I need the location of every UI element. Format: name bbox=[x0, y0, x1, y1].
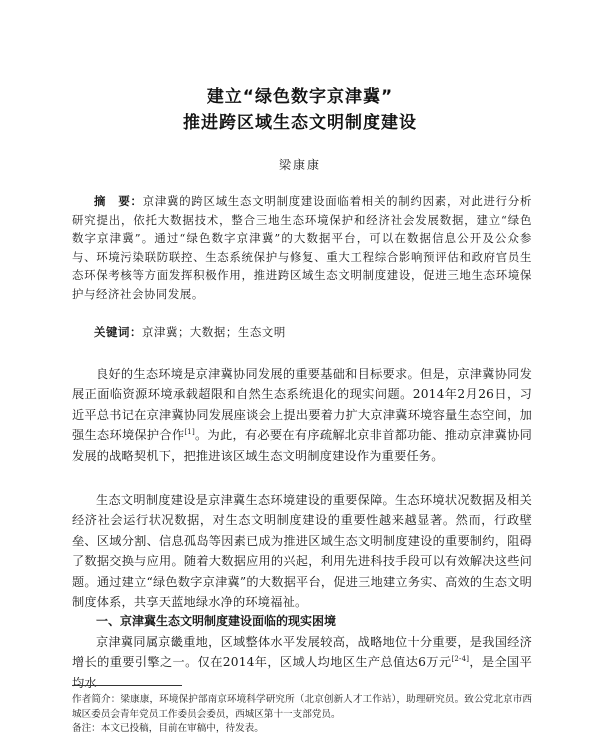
keywords-label: 关键词： bbox=[94, 325, 142, 339]
section-heading-1: 一、京津冀生态文明制度建设面临的现实困境 bbox=[96, 614, 337, 628]
abstract-label: 摘 要： bbox=[94, 194, 143, 208]
citation-ref-1: [1] bbox=[184, 428, 195, 437]
paragraph-1-text: 良好的生态环境是京津冀协同发展的重要基础和目标要求。但是，京津冀协同发展正面临资源环境承载超限和自然生态系统退化的现实问题。2014年2月26日，习近平总书记在京津冀协同发展座谈会上提出要着力扩大京津冀环境容量生态空间，加强生态环境保护合作 bbox=[72, 367, 532, 443]
paragraph-3-text: 京津冀同属京畿重地，区域整体水平发展较高，战略地位十分重要，是我国经济增长的重要引擎之一。仅在2014年，区域人均地区生产总值达6万元 bbox=[72, 635, 532, 670]
author-name: 梁康康 bbox=[278, 158, 321, 172]
footnote-divider bbox=[72, 685, 182, 686]
paragraph-1-text-cont: 。为此，有必要在有序疏解北京非首都功能、推动京津冀协同发展的战略契机下，把推进该区域生态文明制度建设作为重要任务。 bbox=[72, 428, 532, 463]
abstract bbox=[72, 192, 532, 304]
paragraph-3-text-cont: ，是全国平均水 bbox=[72, 655, 533, 690]
footnotes bbox=[72, 693, 532, 737]
title-line-1: 建立“绿色数字京津冀” bbox=[206, 87, 394, 107]
citation-ref-2: [2-4] bbox=[451, 655, 470, 664]
title-line-2: 推进跨区域生态文明制度建设 bbox=[183, 113, 417, 133]
abstract-text: 京津冀的跨区域生态文明制度建设面临着相关的制约因素，对此进行分析研究提出，依托大数据技术，整合三地生态环境保护和经济社会发展数据，建立“绿色数字京津冀”。通过“绿色数字京津冀”的大数据平台，可以在数据信息公开及公众参与、环境污染联防联控、生态系统保护与修复、重大工程综合影响预评估和政府官员生态环保考核等方面发挥积极作用，推进跨区域生态文明制度建设，促进三地生态环境保护与经济社会协同发展。 bbox=[72, 194, 532, 301]
keywords bbox=[94, 324, 524, 340]
footnote-note: 备注：本文已投稿，目前在审稿中，待发表。 bbox=[72, 723, 264, 735]
footnote-author-bio: 作者简介：梁康康，环境保护部南京环境科学研究所（北京创新人才工作站），助理研究员。致公党北京市西城区委员会青年党员工作委员会委员，西城区第十一支部党员。 bbox=[72, 694, 532, 720]
keywords-text: 京津冀；大数据；生态文明 bbox=[141, 325, 286, 339]
body-paragraph-1 bbox=[72, 364, 532, 466]
body-paragraph-2: 生态文明制度建设是京津冀生态环境建设的重要保障。生态环境状况数据及相关经济社会运行状况数据，对生态文明制度建设的重要性越来越显著。然而，行政壁垒、区域分割、信息孤岛等因素已成为推进区域生态文明制度建设的重要制约，阻碍了数据交换与应用。随着大数据应用的兴起，利用先进科技手段可以有效解决这些问题。通过建立“绿色数字京津冀”的大数据平台，促进三地建立务实、高效的生态文明制度体系，共享天蓝地绿水净的环境福祉。 bbox=[72, 493, 532, 610]
